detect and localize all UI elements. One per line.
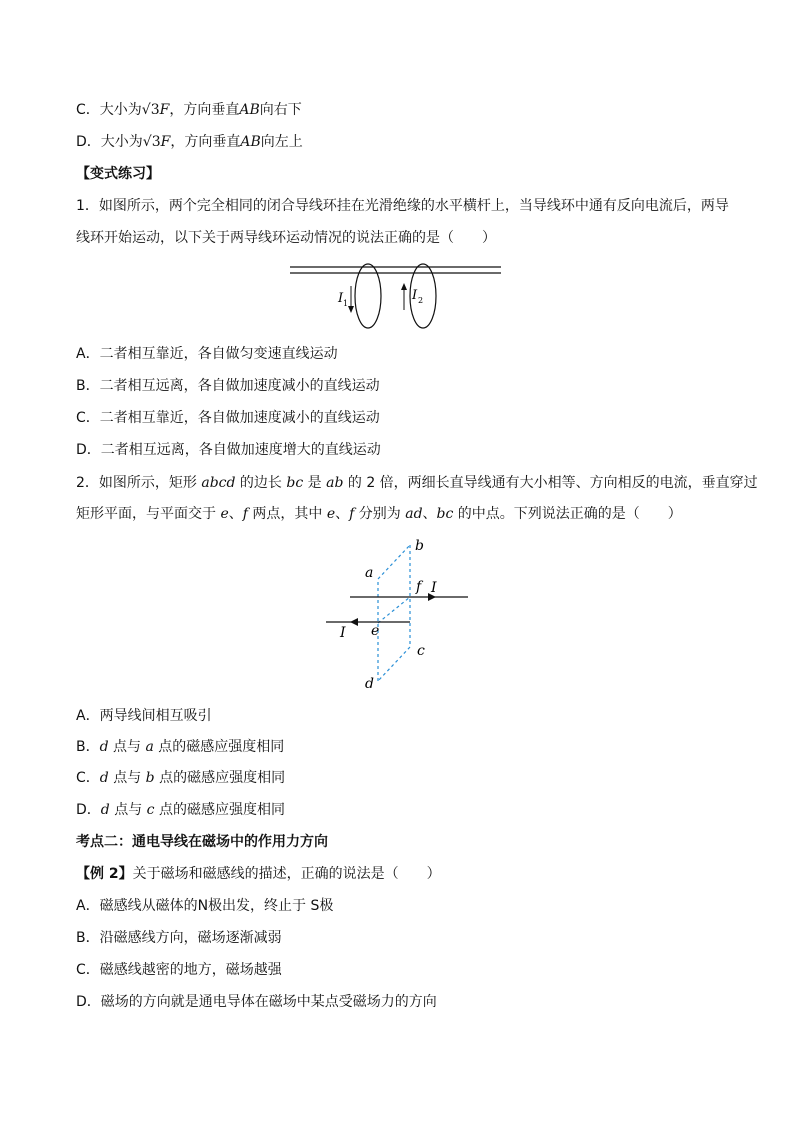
label-c: c [417, 643, 425, 659]
ex2-option-d: D．磁场的方向就是通电导体在磁场中某点受磁场力的方向 [76, 994, 437, 1010]
label-i-bottom: I [340, 625, 346, 641]
q1-option-a: A．二者相互靠近，各自做匀变速直线运动 [76, 346, 338, 362]
edge-cd [378, 647, 410, 681]
section-heading: 【变式练习】 [76, 166, 160, 182]
ring-left [355, 264, 381, 328]
wire-bottom-arrow [350, 618, 358, 626]
label-i1: I [338, 291, 344, 306]
q2-option-b: B．d 点与 a 点的磁感应强度相同 [76, 739, 285, 755]
ex2-option-b: B．沿磁感线方向，磁场逐渐减弱 [76, 930, 282, 946]
q2-option-a: A．两导线间相互吸引 [76, 708, 212, 724]
q1-stem-line1: 1．如图所示，两个完全相同的闭合导线环挂在光滑绝缘的水平横杆上，当导线环中通有反向电流后，两导 [76, 198, 729, 214]
edge-ab [378, 545, 410, 579]
example2-stem: 【例 2】关于磁场和磁感线的描述，正确的说法是（ ） [76, 866, 441, 882]
option-c-prev: C．大小为√3F，方向垂直AB向右下 [76, 102, 302, 118]
label-i-top: I [431, 580, 437, 596]
topic-heading: 考点二：通电导线在磁场中的作用力方向 [76, 834, 328, 850]
q2-stem-line1: 2．如图所示，矩形 abcd 的边长 bc 是 ab 的 2 倍，两细长直导线通有大小相等、方向相反的电流，垂直穿过 [76, 475, 758, 491]
arrow-i1-head [348, 306, 354, 313]
segment-ef [378, 597, 410, 623]
q1-option-d: D．二者相互远离，各自做加速度增大的直线运动 [76, 442, 381, 458]
label-b: b [415, 538, 424, 554]
q2-figure-rectangle [320, 535, 480, 697]
label-f: f [416, 579, 422, 595]
q2-stem-line2: 矩形平面，与平面交于 e、f 两点，其中 e、f 分别为 ad、bc 的中点。下列说法正确的是（ ） [76, 506, 682, 522]
label-i1-sub: 1 [343, 299, 349, 308]
q1-option-b: B．二者相互远离，各自做加速度减小的直线运动 [76, 378, 380, 394]
arrow-i2-head [401, 283, 407, 290]
ex2-option-c: C．磁感线越密的地方，磁场越强 [76, 962, 282, 978]
q2-option-d: D．d 点与 c 点的磁感应强度相同 [76, 802, 285, 818]
label-i2-sub: 2 [418, 296, 424, 305]
sqrt3-symbol: √3 [141, 102, 160, 118]
q1-option-c: C．二者相互靠近，各自做加速度减小的直线运动 [76, 410, 380, 426]
ex2-option-a: A．磁感线从磁体的N极出发，终止于 S极 [76, 898, 334, 914]
option-d-prev: D．大小为√3F，方向垂直AB向左上 [76, 134, 303, 150]
sqrt3-symbol: √3 [142, 134, 161, 150]
label-e: e [371, 623, 380, 639]
q1-figure-rings [285, 256, 510, 336]
q2-option-c: C．d 点与 b 点的磁感应强度相同 [76, 770, 286, 786]
label-i2: I [412, 288, 418, 303]
label-a: a [365, 565, 374, 581]
label-d: d [365, 676, 374, 692]
q1-stem-line2: 线环开始运动，以下关于两导线环运动情况的说法正确的是（ ） [76, 230, 496, 246]
